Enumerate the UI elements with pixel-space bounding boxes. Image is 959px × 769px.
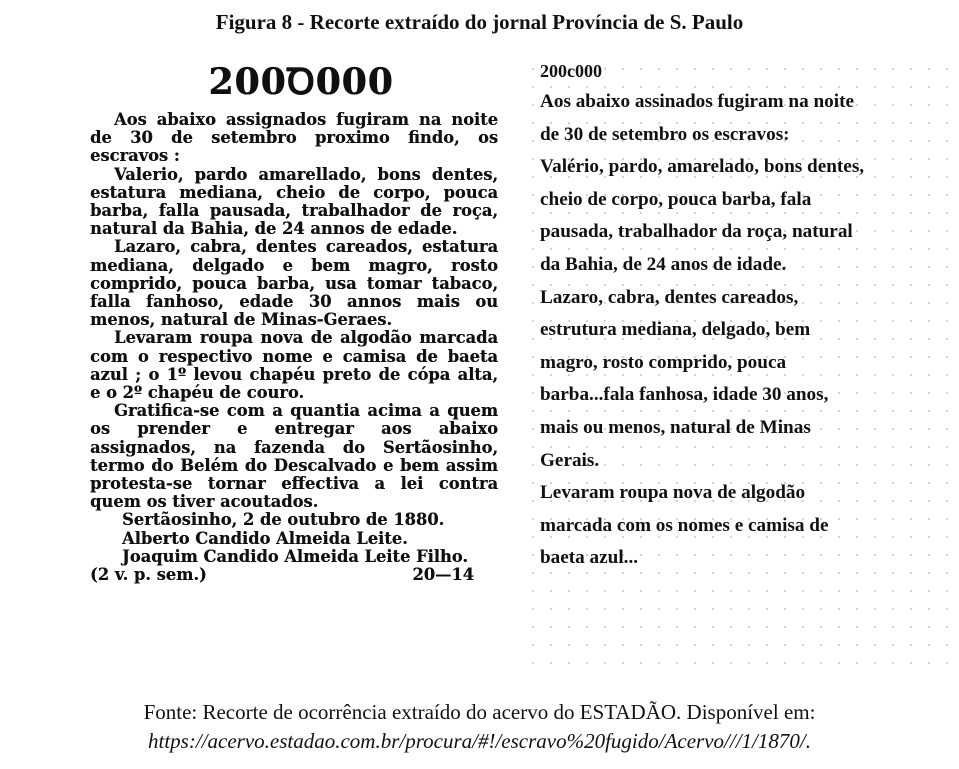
- figure-caption: [0, 698, 959, 756]
- clipping-footer-left: (2 v. p. sem.): [90, 565, 207, 585]
- newspaper-clipping-image: [82, 54, 520, 674]
- transcription-line: barba...fala fanhosa, idade 30 anos,: [540, 384, 829, 406]
- figure-title: Figura 8 - Recorte extraído do jornal Província de S. Paulo: [215, 10, 744, 34]
- clipping-body: [82, 111, 520, 584]
- transcription-line: Lazaro, cabra, dentes careados,: [540, 286, 799, 308]
- transcription-line: de 30 de setembro os escravos:: [540, 123, 790, 145]
- clipping-paragraph: Levaram roupa nova de algodão marcada com o respectivo nome e camisa de baeta azul ; o 1º levou chapéu preto de cópa alta, e o 2º chapéu de couro.: [90, 328, 498, 403]
- clipping-signature: Joaquim Candido Almeida Leite Filho.: [122, 546, 468, 566]
- clipping-paragraph: Valerio, pardo amarellado, bons dentes, estatura mediana, cheio de corpo, pouca barba, falla pausada, trabalhador de roça, natural da Bahia, de 24 annos de edade.: [90, 164, 498, 239]
- clipping-signature: Alberto Candido Almeida Leite.: [122, 528, 408, 548]
- clipping-paragraph: Aos abaixo assignados fugiram na noite de 30 de setembro proximo findo, os escravos :: [90, 110, 498, 166]
- clipping-paragraph: Gratifica-se com a quantia acima a quem os prender e entregar aos abaixo assignados, na fazenda do Sertãosinho, termo do Belém do Descalvado e bem assim protesta-se tornar effectiva a lei contra quem os tiver acoutados.: [90, 401, 498, 512]
- transcription-line: cheio de corpo, pouca barba, fala: [540, 188, 812, 210]
- transcription-line: estrutura mediana, delgado, bem: [540, 319, 811, 341]
- transcription-line: mais ou menos, natural de Minas: [540, 416, 811, 438]
- transcription-line: Gerais.: [540, 449, 600, 471]
- caption-source: Fonte: Recorte de ocorrência extraído do acervo do ESTADÃO. Disponível em:: [143, 700, 816, 724]
- transcription-line: Aos abaixo assinados fugiram na noite: [540, 91, 854, 112]
- clipping-footer: [90, 566, 498, 584]
- clipping-place-date: Sertãosinho, 2 de outubro de 1880.: [122, 510, 445, 530]
- transcription-line: Valério, pardo, amarelado, bons dentes,: [540, 156, 865, 178]
- transcription-line: Levaram roupa nova de algodão: [540, 482, 806, 504]
- transcription-line: 200c000: [540, 61, 602, 81]
- transcription-line: marcada com os nomes e camisa de: [540, 514, 829, 536]
- transcription-line: da Bahia, de 24 anos de idade.: [540, 253, 787, 275]
- clipping-heading: 200Ꝺ000: [208, 61, 394, 103]
- clipping-paragraph: Lazaro, cabra, dentes careados, estatura mediana, delgado e bem magro, rosto comprido, pouca barba, usa tomar tabaco, falla fanhoso, edade 30 annos mais ou menos, natural de Minas-Geraes.: [90, 237, 498, 330]
- transcription-line: magro, rosto comprido, pouca: [540, 351, 787, 373]
- transcription-line: pausada, trabalhador da roça, natural: [540, 221, 853, 243]
- transcription-line: baeta azul...: [540, 547, 639, 569]
- clipping-footer-right: 20—14: [412, 565, 474, 585]
- transcription-panel: [520, 54, 952, 674]
- caption-url-link[interactable]: https://acervo.estadao.com.br/procura/#!/escravo%20fugido/Acervo///1/1870/.: [148, 729, 811, 753]
